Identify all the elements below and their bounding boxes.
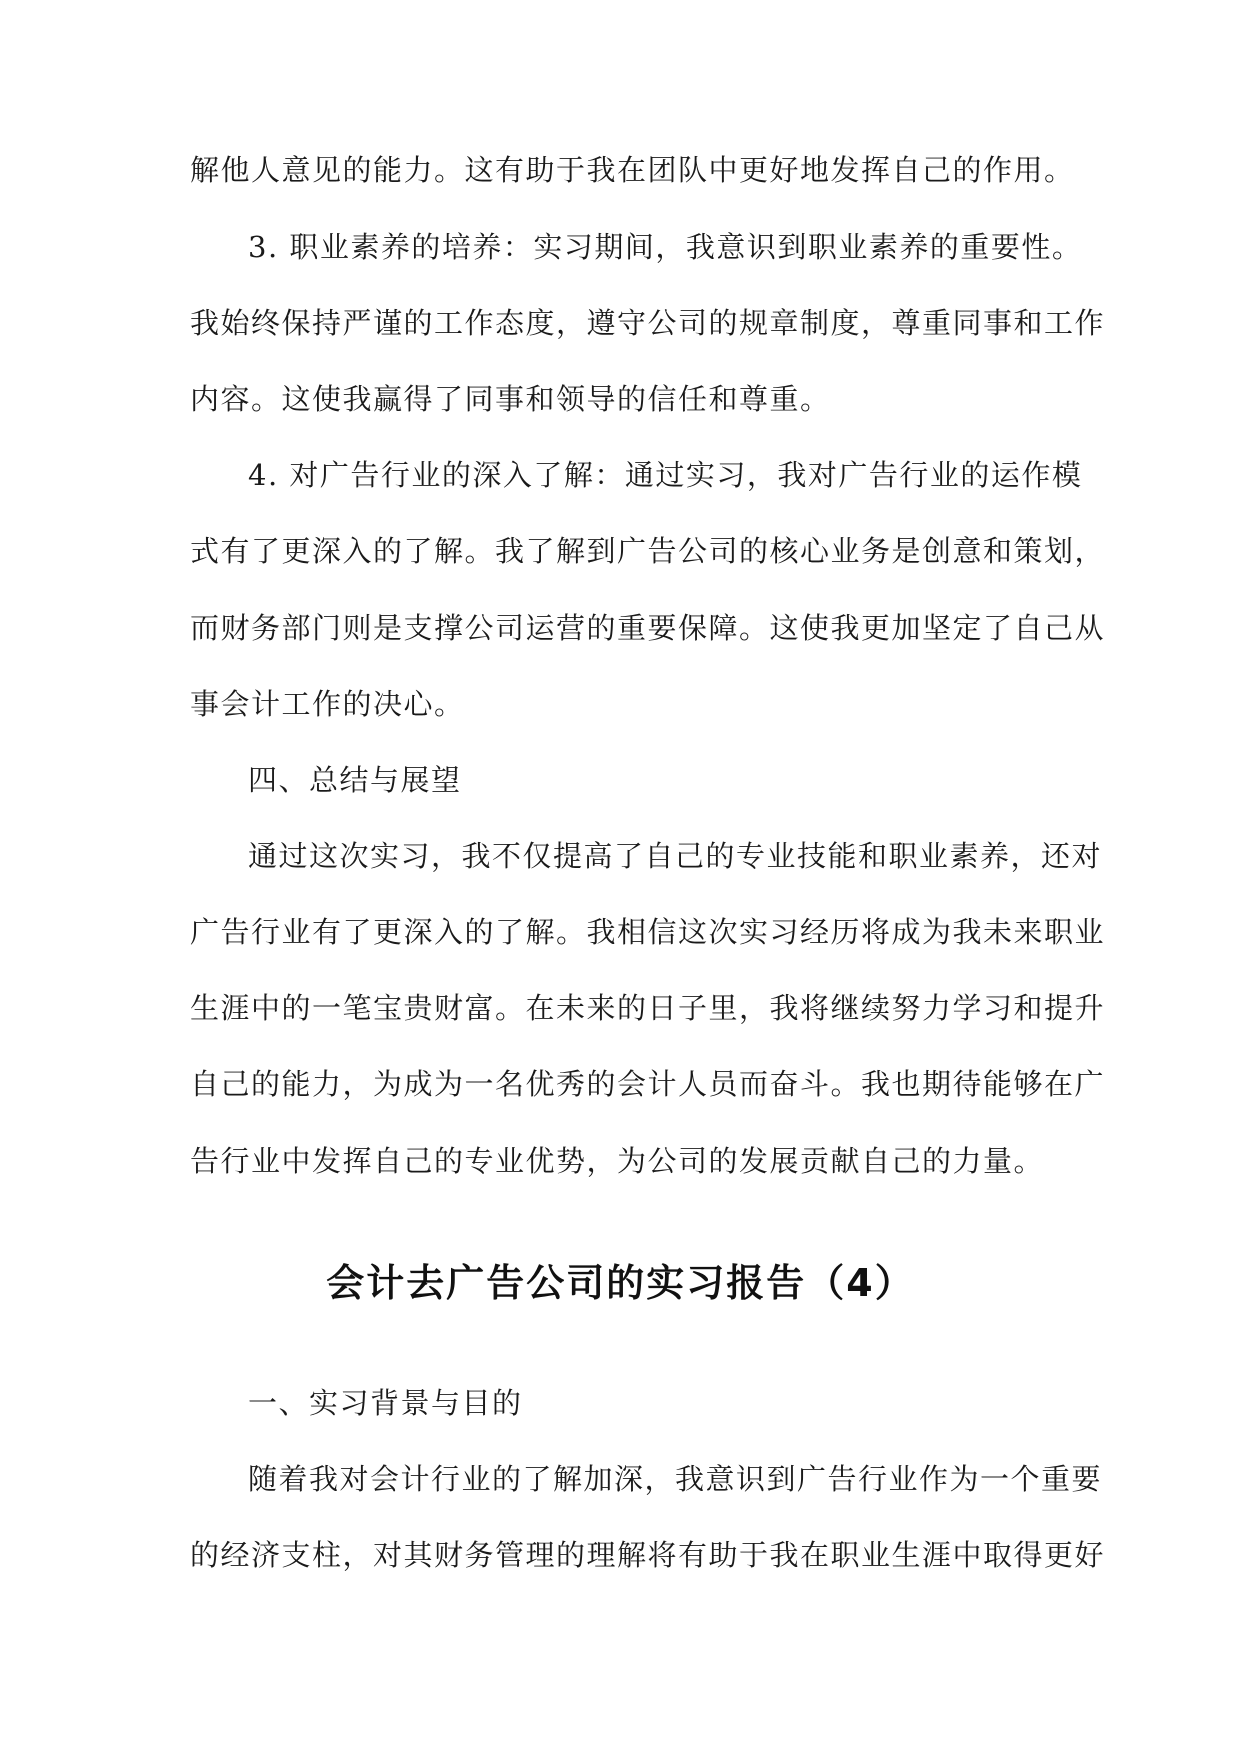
paragraph-line: 式有了更深入的了解。我了解到广告公司的核心业务是创意和策划， <box>190 534 1106 568</box>
paragraph-line: 而财务部门则是支撑公司运营的重要保障。这使我更加坚定了自己从 <box>190 611 1106 645</box>
paragraph-line: 4. 对广告行业的深入了解：通过实习，我对广告行业的运作模 <box>248 458 1083 492</box>
section-heading: 一、实习背景与目的 <box>248 1386 523 1420</box>
paragraph-line: 生涯中的一笔宝贵财富。在未来的日子里，我将继续努力学习和提升 <box>190 991 1106 1025</box>
paragraph-line: 告行业中发挥自己的专业优势，为公司的发展贡献自己的力量。 <box>190 1144 1045 1178</box>
paragraph-line: 我始终保持严谨的工作态度，遵守公司的规章制度，尊重同事和工作 <box>190 306 1106 340</box>
paragraph-line: 广告行业有了更深入的了解。我相信这次实习经历将成为我未来职业 <box>190 915 1106 949</box>
paragraph-line: 的经济支柱，对其财务管理的理解将有助于我在职业生涯中取得更好 <box>190 1538 1106 1572</box>
paragraph-line: 3. 职业素养的培养：实习期间，我意识到职业素养的重要性。 <box>248 230 1083 264</box>
paragraph-line: 解他人意见的能力。这有助于我在团队中更好地发挥自己的作用。 <box>190 153 1075 187</box>
section-heading: 四、总结与展望 <box>248 763 462 797</box>
paragraph-line: 随着我对会计行业的了解加深，我意识到广告行业作为一个重要 <box>248 1462 1103 1496</box>
paragraph-line: 通过这次实习，我不仅提高了自己的专业技能和职业素养，还对 <box>248 839 1103 873</box>
paragraph-line: 自己的能力，为成为一名优秀的会计人员而奋斗。我也期待能够在广 <box>190 1067 1106 1101</box>
paragraph-line: 事会计工作的决心。 <box>190 687 465 721</box>
paragraph-line: 内容。这使我赢得了同事和领导的信任和尊重。 <box>190 382 831 416</box>
report-title: 会计去广告公司的实习报告（4） <box>326 1261 915 1305</box>
